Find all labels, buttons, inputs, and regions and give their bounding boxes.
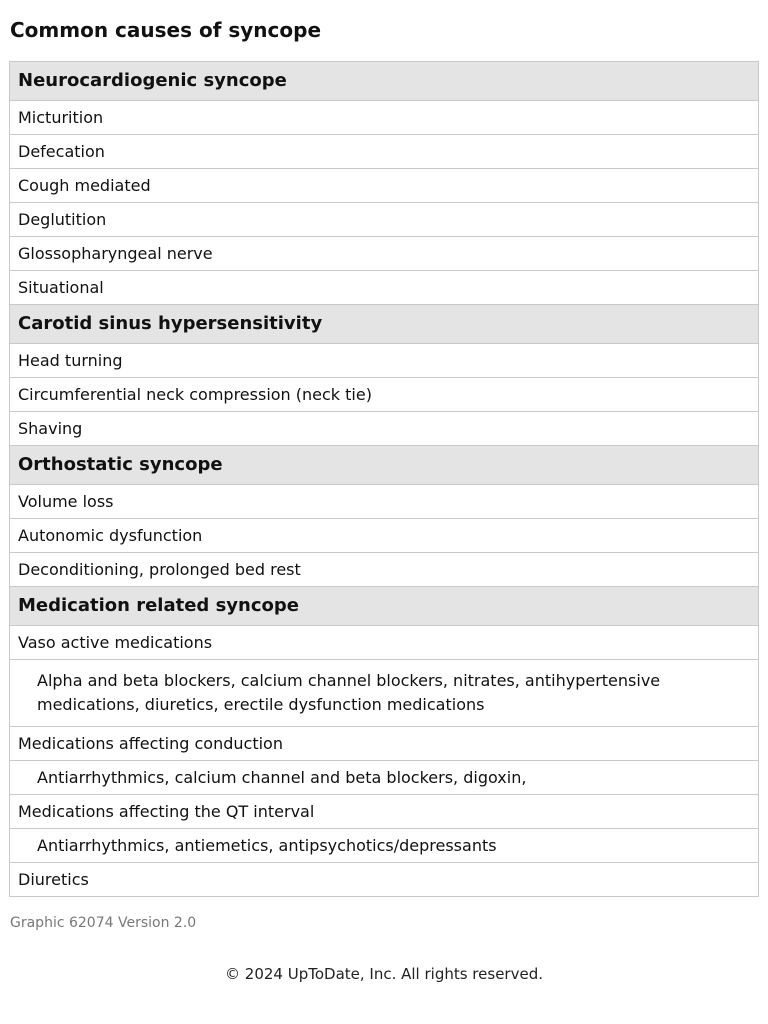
table-row [10, 412, 759, 446]
cause-cell: Head turning [10, 344, 759, 378]
cause-cell: Diuretics [10, 863, 759, 897]
cause-cell: Autonomic dysfunction [10, 519, 759, 553]
cause-cell: Defecation [10, 135, 759, 169]
section-heading: Neurocardiogenic syncope [10, 62, 759, 101]
detail-cell: Alpha and beta blockers, calcium channel blockers, nitrates, antihypertensive medications, diuretics, erectile dysfunction medications [10, 660, 759, 727]
detail-cell: Antiarrhythmics, antiemetics, antipsychotics/depressants [10, 829, 759, 863]
section-heading: Orthostatic syncope [10, 446, 759, 485]
table-row [10, 344, 759, 378]
table-row [10, 101, 759, 135]
cause-cell: Medications affecting the QT interval [10, 795, 759, 829]
table-row-detail [10, 660, 759, 727]
copyright-notice: © 2024 UpToDate, Inc. All rights reserved. [225, 965, 543, 983]
cause-cell: Deglutition [10, 203, 759, 237]
section-header-row [10, 62, 759, 101]
table-row [10, 795, 759, 829]
cause-cell: Deconditioning, prolonged bed rest [10, 553, 759, 587]
table-row-detail [10, 761, 759, 795]
section-heading: Medication related syncope [10, 587, 759, 626]
table-row [10, 485, 759, 519]
table-row [10, 169, 759, 203]
cause-cell: Situational [10, 271, 759, 305]
section-header-row [10, 446, 759, 485]
table-row [10, 519, 759, 553]
table-row [10, 378, 759, 412]
cause-cell: Glossopharyngeal nerve [10, 237, 759, 271]
cause-cell: Cough mediated [10, 169, 759, 203]
causes-table [9, 61, 759, 897]
cause-cell: Volume loss [10, 485, 759, 519]
table-row [10, 237, 759, 271]
section-header-row [10, 305, 759, 344]
graphic-version-caption: Graphic 62074 Version 2.0 [10, 915, 197, 931]
cause-cell: Vaso active medications [10, 626, 759, 660]
cause-cell: Shaving [10, 412, 759, 446]
table-row-detail [10, 829, 759, 863]
cause-cell: Micturition [10, 101, 759, 135]
table-row [10, 863, 759, 897]
table-row [10, 553, 759, 587]
page-title: Common causes of syncope [10, 18, 322, 42]
table-row [10, 626, 759, 660]
section-header-row [10, 587, 759, 626]
table-row [10, 135, 759, 169]
table-row [10, 203, 759, 237]
cause-cell: Medications affecting conduction [10, 727, 759, 761]
section-heading: Carotid sinus hypersensitivity [10, 305, 759, 344]
table-row [10, 727, 759, 761]
table-row [10, 271, 759, 305]
detail-cell: Antiarrhythmics, calcium channel and beta blockers, digoxin, [10, 761, 759, 795]
cause-cell: Circumferential neck compression (neck tie) [10, 378, 759, 412]
